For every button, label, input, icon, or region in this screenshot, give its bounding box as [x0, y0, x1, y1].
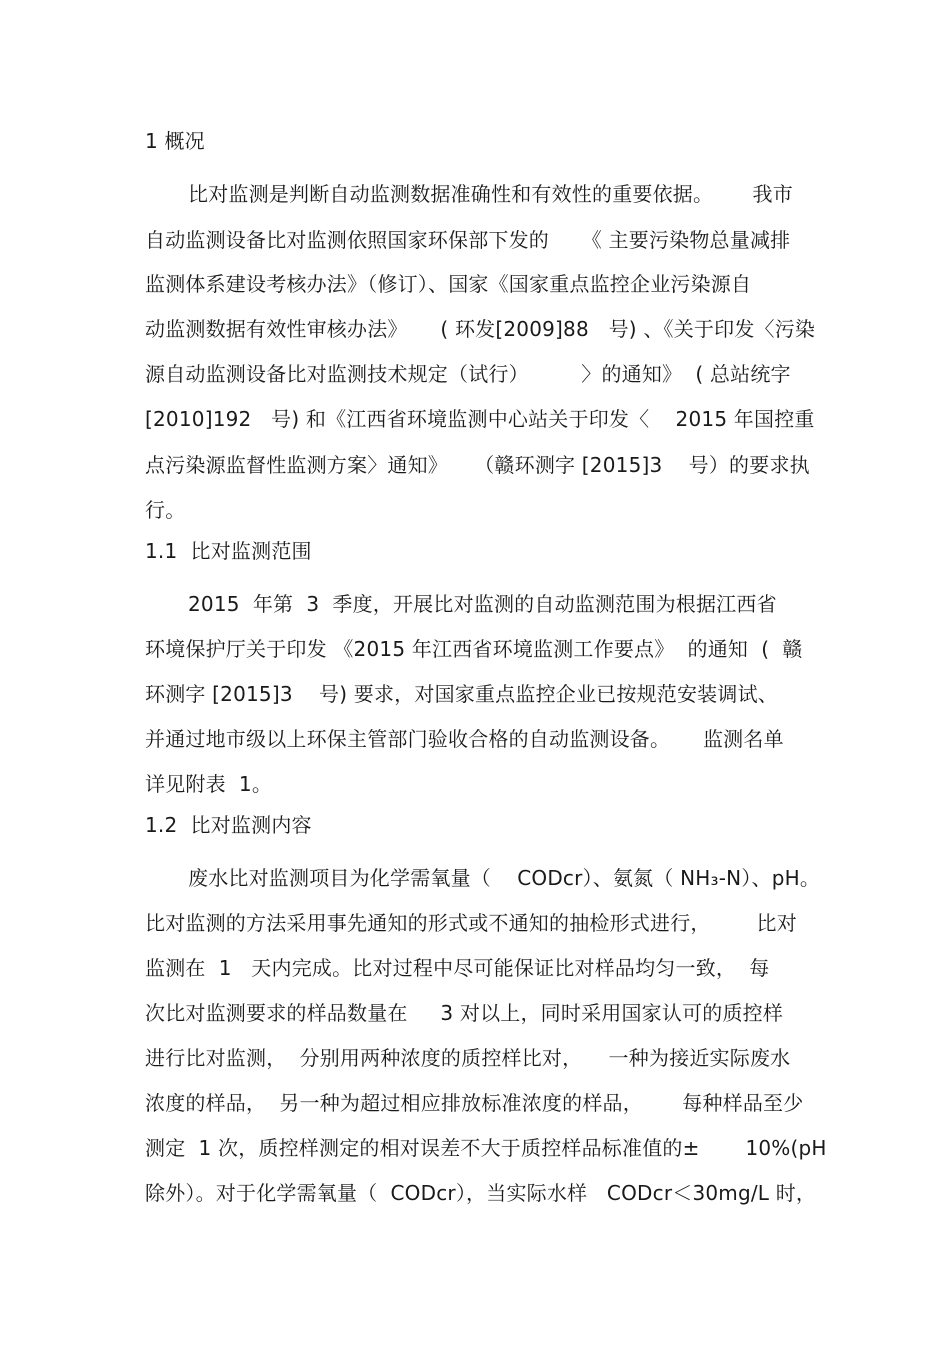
paragraph-line: 除外）。对于化学需氧量（ CODcr），当实际水样 CODcr＜30mg/L 时， — [145, 1181, 817, 1205]
paragraph-line: 并通过地市级以上环保主管部门验收合格的自动监测设备。 监测名单 — [145, 727, 784, 751]
heading-overview: 1 概况 — [145, 129, 205, 153]
paragraph-line: 详见附表 1。 — [145, 772, 273, 796]
paragraph-line: 废水比对监测项目为化学需氧量（ CODcr）、氨氮（ NH₃-N）、pH。 — [188, 866, 821, 890]
paragraph-line: [2010]192 号) 和《江西省环境监测中心站关于印发〈 2015 年国控重 — [145, 407, 815, 431]
paragraph-line: 进行比对监测， 分别用两种浓度的质控样比对， 一种为接近实际废水 — [145, 1046, 791, 1070]
paragraph-line: 2015 年第 3 季度，开展比对监测的自动监测范围为根据江西省 — [188, 592, 777, 616]
heading-comparison-content: 1.2 比对监测内容 — [145, 813, 312, 837]
paragraph-line: 测定 1 次，质控样测定的相对误差不大于质控样品标准值的± 10%(pH — [145, 1136, 827, 1160]
paragraph-line: 自动监测设备比对监测依照国家环保部下发的 《 主要污染物总量减排 — [145, 228, 791, 252]
paragraph-line: 比对监测是判断自动监测数据准确性和有效性的重要依据。 我市 — [188, 182, 793, 206]
paragraph-line: 点污染源监督性监测方案〉通知》 （赣环测字 [2015]3 号）的要求执 — [145, 453, 810, 477]
paragraph-line: 行。 — [145, 498, 186, 522]
paragraph-line: 监测体系建设考核办法》（修订）、国家《国家重点监控企业污染源自 — [145, 272, 752, 296]
paragraph-line: 次比对监测要求的样品数量在 3 对以上，同时采用国家认可的质控样 — [145, 1001, 784, 1025]
paragraph-line: 浓度的样品， 另一种为超过相应排放标准浓度的样品， 每种样品至少 — [145, 1091, 804, 1115]
paragraph-line: 源自动监测设备比对监测技术规定（试行） 〉的通知》 ( 总站统字 — [145, 362, 791, 386]
paragraph-line: 监测在 1 天内完成。比对过程中尽可能保证比对样品均匀一致， 每 — [145, 956, 770, 980]
paragraph-line: 环境保护厅关于印发 《2015 年江西省环境监测工作要点》 的通知 ( 赣 — [145, 637, 803, 661]
paragraph-line: 动监测数据有效性审核办法》 ( 环发[2009]88 号) 、《关于印发〈污染 — [145, 317, 816, 341]
heading-comparison-scope: 1.1 比对监测范围 — [145, 539, 312, 563]
paragraph-line: 环测字 [2015]3 号) 要求，对国家重点监控企业已按规范安装调试、 — [145, 682, 778, 706]
paragraph-line: 比对监测的方法采用事先通知的形式或不通知的抽检形式进行， 比对 — [145, 911, 797, 935]
